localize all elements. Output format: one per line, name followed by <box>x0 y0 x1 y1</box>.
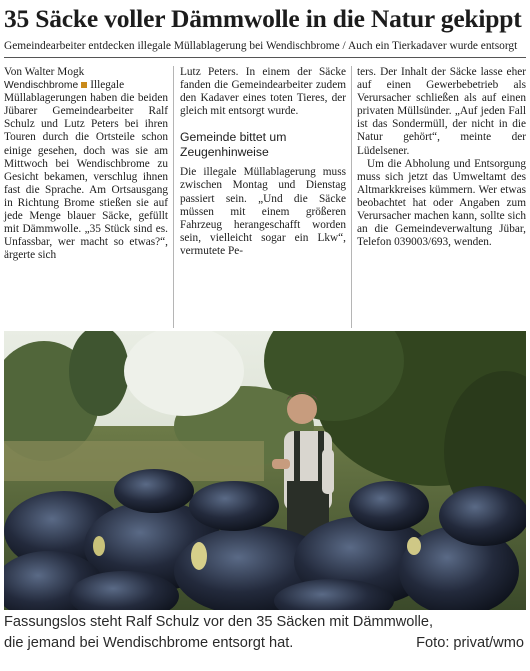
column-1-text: Illegale Müllablagerungen haben die beiden Jübarer Gemeindearbeiter Ralf Schulz und Lutz Peters bei ihren Touren durch die Ortsteile schon einige gesehen, doch was sie am Mittwoch bei Wendischbrome zu Gesicht bekamen, verschlug ihnen fast die Sprache. Am Ortsausgang in Richtung Brome stießen sie auf jede Menge blauer Säcke, gefüllt mit Dämmwolle. „35 Stück sind es. Unfassbar, wer macht so etwas?“, ärgerte sich <box>4 79 168 262</box>
author-byline: Von Walter Mogk <box>4 66 85 78</box>
column-divider <box>351 66 352 328</box>
column-divider <box>173 66 174 328</box>
dateline: Wendischbrome <box>4 80 79 92</box>
article-column-1 <box>4 66 168 322</box>
article-photo <box>4 331 526 610</box>
column-2-subheading: Gemeinde bittet um Zeugenhinweise <box>180 130 287 160</box>
dateline-bullet-icon <box>81 82 87 88</box>
column-3-text: ters. Der Inhalt der Säcke lasse eher auf einen Gewerbebetrieb als Verursacher schließen als auf einen privaten Müllsünder. „Auf jeden Fall ist das Sondermüll, der nicht in die Natur gehört“, meinte der Lüdelsener. <box>357 66 526 157</box>
photo-credit: Foto: privat/wmo <box>416 635 524 651</box>
headline-divider <box>4 57 526 58</box>
column-3-text-continued: Um die Abholung und Entsorgung muss sich jetzt das Umweltamt des Altmarkkreises kümmern. Wer etwas beobachtet hat oder Angaben zum Verursacher machen kann, sollte sich an die Gemeindeverwaltung Jübar, Telefon 039003/693, wenden. <box>357 157 526 249</box>
article-column-2 <box>180 66 346 322</box>
article-column-3 <box>357 66 526 322</box>
caption-line-1: Fassungslos steht Ralf Schulz vor den 35 Säcken mit Dämmwolle, <box>4 614 434 630</box>
caption-line-2: die jemand bei Wendischbrome entsorgt hat. <box>4 635 294 651</box>
article-subheadline: Gemeindearbeiter entdecken illegale Müllablagerung bei Wendischbrome / Auch ein Tierkadaver wurde entsorgt <box>4 40 518 52</box>
column-2-text: Lutz Peters. In einem der Säcke fanden die Gemeindearbeiter zudem den Kadaver eines toten Tieres, der gleich mit entsorgt wurde. <box>180 66 346 118</box>
column-2-text-continued: Die illegale Müllablagerung muss zwischen Montag und Dienstag passiert sein. „Und die Säcke müssen mit einem größeren Fahrzeug herangeschafft worden sein, vielleicht sogar ein Lkw“, vermutete Pe- <box>180 166 346 257</box>
article-headline: 35 Säcke voller Dämmwolle in die Natur gekippt <box>4 4 522 33</box>
photo-illustration <box>4 331 526 610</box>
